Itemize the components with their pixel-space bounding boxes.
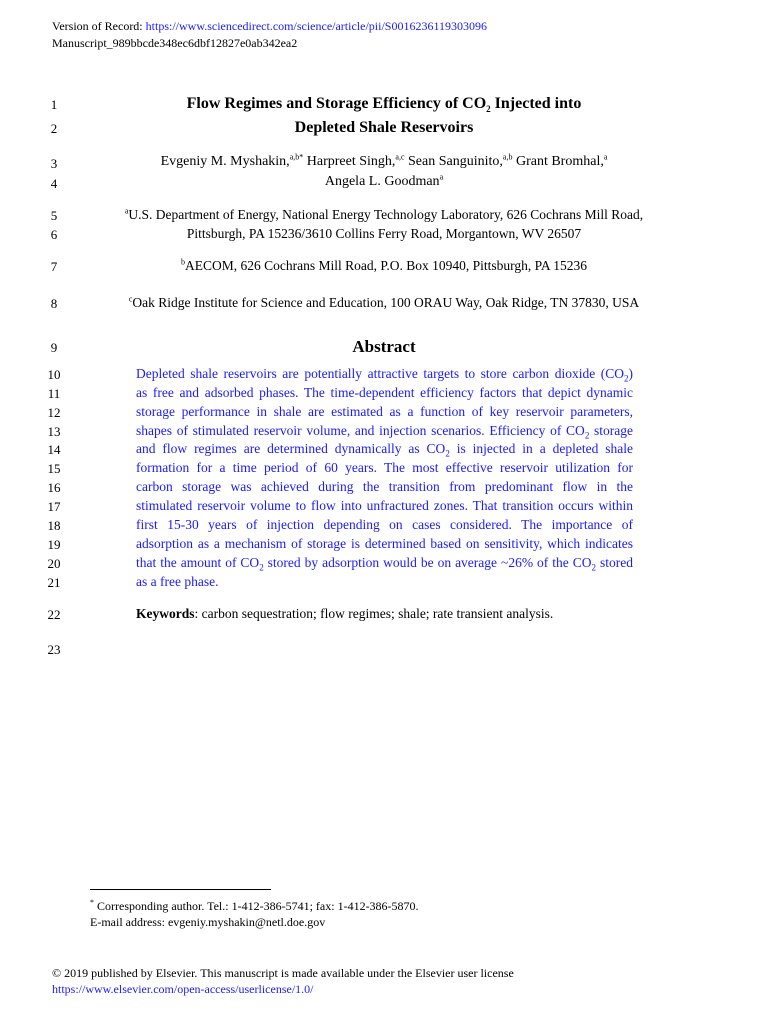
author-name: Grant Bromhal, — [512, 154, 604, 169]
author-name: Evgeniy M. Myshakin, — [160, 154, 290, 169]
line-number: 11 — [47, 386, 61, 401]
abstract-line: as free and adsorbed phases. The time-dependent efficiency factors that depict dynamic — [136, 385, 633, 400]
abstract-line: as a free phase. — [136, 574, 219, 589]
affiliation-c: $^c$Oak Ridge Institute for Science and Education, 100 ORAU Way, Oak Ridge, TN 37830, USA — [128, 294, 640, 310]
abstract-line: and flow regimes are determined dynamically as $CO_2$ is injected in a depleted shale — [136, 441, 633, 459]
line-number: 1 — [50, 97, 58, 112]
line-number: 16 — [47, 480, 61, 495]
line-number: 23 — [47, 642, 61, 657]
footnote-divider — [90, 889, 271, 890]
line-number: 17 — [47, 499, 61, 514]
paper-title-line2: Depleted Shale Reservoirs — [294, 119, 474, 136]
affiliation-b: $^b$AECOM, 626 Cochrans Mill Road, P.O. Box 10940, Pittsburgh, PA 15236 — [180, 257, 588, 273]
line-number: 12 — [47, 405, 61, 420]
keywords-label: Keywords — [136, 606, 195, 621]
line-number: 7 — [50, 259, 58, 274]
affiliation-a: $^a$U.S. Department of Energy, National Energy Technology Laboratory, 626 Cochrans Mill Road, — [124, 206, 644, 222]
line-number: 14 — [47, 442, 61, 457]
version-link[interactable]: https://www.sciencedirect.com/science/article/pii/S0016236119303096 — [145, 19, 488, 33]
author-name: Harpreet Singh, — [303, 154, 396, 169]
line-number: 9 — [50, 340, 58, 355]
version-of-record — [52, 19, 487, 33]
paper-title-line1: Flow Regimes and Storage Efficiency of $CO_2$ Injected into — [186, 95, 582, 115]
affiliation-a-line2: Pittsburgh, PA 15236/3610 Collins Ferry Road, Morgantown, WV 26507 — [186, 226, 582, 241]
author-name: Sean Sanguinito, — [404, 154, 503, 169]
manuscript-id: Manuscript_989bbcde348ec6dbf12827e0ab342ea2 — [52, 36, 298, 50]
line-number: 3 — [50, 156, 58, 171]
line-number: 20 — [47, 556, 61, 571]
author-name: Angela L. Goodman — [324, 174, 440, 189]
line-number: 18 — [47, 518, 61, 533]
footnote-corresponding: * Corresponding author. Tel.: 1-412-386-5741; fax: 1-412-386-5870. — [90, 898, 419, 913]
line-number: 10 — [47, 367, 61, 382]
license-link[interactable]: https://www.elsevier.com/open-access/userlicense/1.0/ — [52, 982, 314, 996]
line-number: 19 — [47, 537, 61, 552]
abstract-line: storage performance in shale are estimated as a function of key reservoir parameters, — [136, 404, 633, 419]
keywords — [136, 606, 553, 622]
line-number: 21 — [47, 575, 61, 590]
abstract-line: carbon storage was achieved during the transition from predominant flow in the — [136, 479, 633, 494]
abstract-line: stimulated reservoir volume to flow into unfractured zones. That transition occurs within — [136, 498, 633, 513]
abstract-line: that the amount of $CO_2$ stored by adsorption would be on average ~26% of the $CO_2$ stored — [136, 555, 634, 573]
line-number: 22 — [47, 607, 61, 622]
line-number: 5 — [50, 208, 58, 223]
keywords-text: : carbon sequestration; flow regimes; shale; rate transient analysis. — [194, 606, 554, 621]
abstract-line: Depleted shale reservoirs are potentially attractive targets to store carbon dioxide $(CO_2)$ — [136, 366, 633, 384]
line-number: 2 — [50, 121, 58, 136]
line-number: 6 — [50, 227, 58, 242]
footnote-email: E-mail address: evgeniy.myshakin@netl.doe.gov — [90, 915, 326, 929]
abstract-line: first 15-30 years of injection depending on cases considered. The importance of — [136, 517, 633, 532]
abstract-heading: Abstract — [352, 337, 416, 356]
version-label: Version of Record: — [52, 19, 146, 33]
line-number: 15 — [47, 461, 61, 476]
author-list: Evgeniy M. Myshakin,$^{a,b*}$ Harpreet Singh,$^{a,c}$ Sean Sanguinito,$^{a,b}$ Grant Bromhal,$^a$ — [160, 152, 608, 169]
abstract-line: shapes of stimulated reservoir volume, and injection scenarios. Efficiency of $CO_2$ storage — [136, 423, 634, 441]
abstract-line: adsorption as a mechanism of storage is determined based on sensitivity, which indicates — [136, 536, 633, 551]
license-notice: © 2019 published by Elsevier. This manuscript is made available under the Elsevier user license — [52, 966, 514, 980]
line-number: 4 — [50, 176, 58, 191]
license-link-row — [52, 982, 313, 997]
author-list-line2: Angela L. Goodman$^a$ — [324, 172, 444, 189]
line-number: 8 — [50, 296, 58, 311]
abstract-line: formation for a time period of 60 years. The most effective reservoir utilization for — [136, 460, 633, 475]
line-number: 13 — [47, 424, 61, 439]
